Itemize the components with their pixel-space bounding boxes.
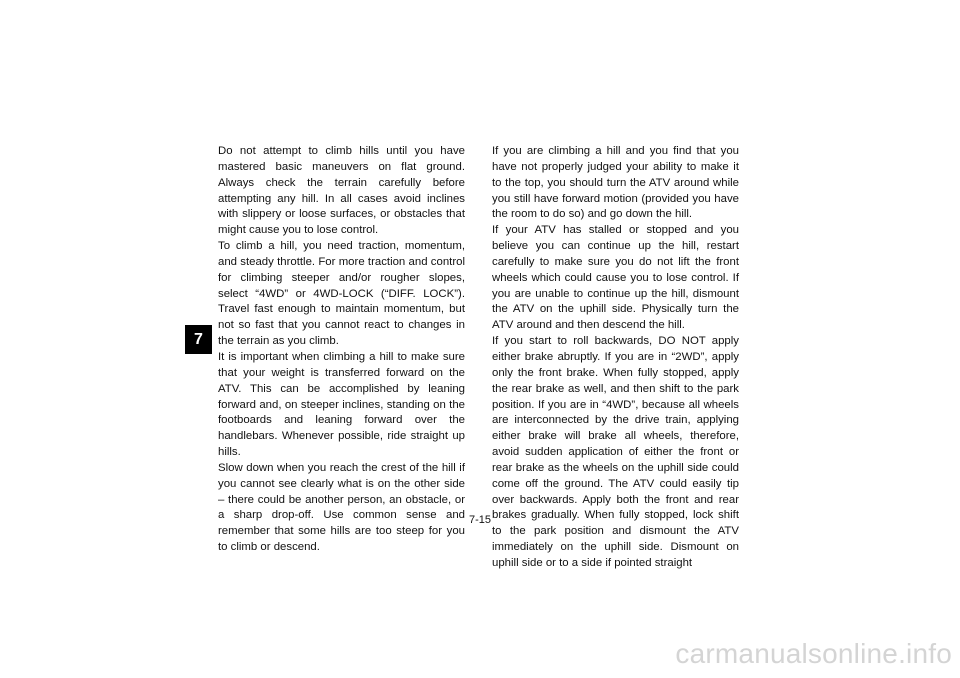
- paragraph-hill-warning: Do not attempt to climb hills until you have mastered basic maneuvers on flat ground. Always check the terrain carefully before attempting any hill. In all cases avoid inclines with slippery or loose surfaces, or obstacles that might cause you to lose control.: [218, 145, 465, 237]
- watermark: carmanualsonline.info: [675, 638, 952, 669]
- paragraph-weight-transfer: It is important when climbing a hill to make sure that your weight is transferred forward on the ATV. This can be accomplished by leaning forward and, on steeper inclines, standing on the footboards and leaning forward over the handlebars. Whenever possible, ride straight up hills.: [218, 350, 465, 459]
- paragraph-turn-around: If you are climbing a hill and you find that you have not properly judged your ability to make it to the top, you should turn the ATV around while you still have forward motion (provided you have the room to do so) and go down the hill.: [492, 145, 739, 221]
- right-column: [492, 144, 739, 572]
- paragraph-rolling-backwards: If you start to roll backwards, DO NOT apply either brake abruptly. If you are in “2WD”, apply only the front brake. When fully stopped, apply the rear brake as well, and then shift to the park position. If you are in “4WD”, because all wheels are interconnected by the drive train, applying either brake will brake all wheels, therefore, avoid sudden application of either the front or rear brake as the wheels on the uphill side could come off the ground. The ATV could easily tip over backwards. Apply both the front and rear brakes gradually. When fully stopped, lock shift to the park position and dismount the ATV immediately on the uphill side. Dismount on uphill side or to a side if pointed straight: [492, 335, 739, 569]
- page-number: 7-15: [468, 514, 492, 526]
- paragraph-stalled: If your ATV has stalled or stopped and you believe you can continue up the hill, restart carefully to make sure you do not lift the front wheels which could cause you to lose control. If you are unable to continue up the hill, dismount the ATV on the uphill side. Physically turn the ATV around and then descend the hill.: [492, 224, 739, 332]
- left-column: [218, 144, 465, 556]
- paragraph-crest: Slow down when you reach the crest of the hill if you cannot see clearly what is on the other side – there could be another person, an obstacle, or a sharp drop-off. Use common sense and remember that some hills are too steep for you to climb or descend.: [218, 461, 465, 554]
- chapter-tab: 7: [185, 325, 212, 354]
- paragraph-traction: To climb a hill, you need traction, momentum, and steady throttle. For more traction and control for climbing steeper and/or rougher slopes, select “4WD” or 4WD-LOCK (“DIFF. LOCK”). Travel fast enough to maintain momentum, but not so fast that you cannot react to changes in the terrain as you climb.: [218, 240, 465, 348]
